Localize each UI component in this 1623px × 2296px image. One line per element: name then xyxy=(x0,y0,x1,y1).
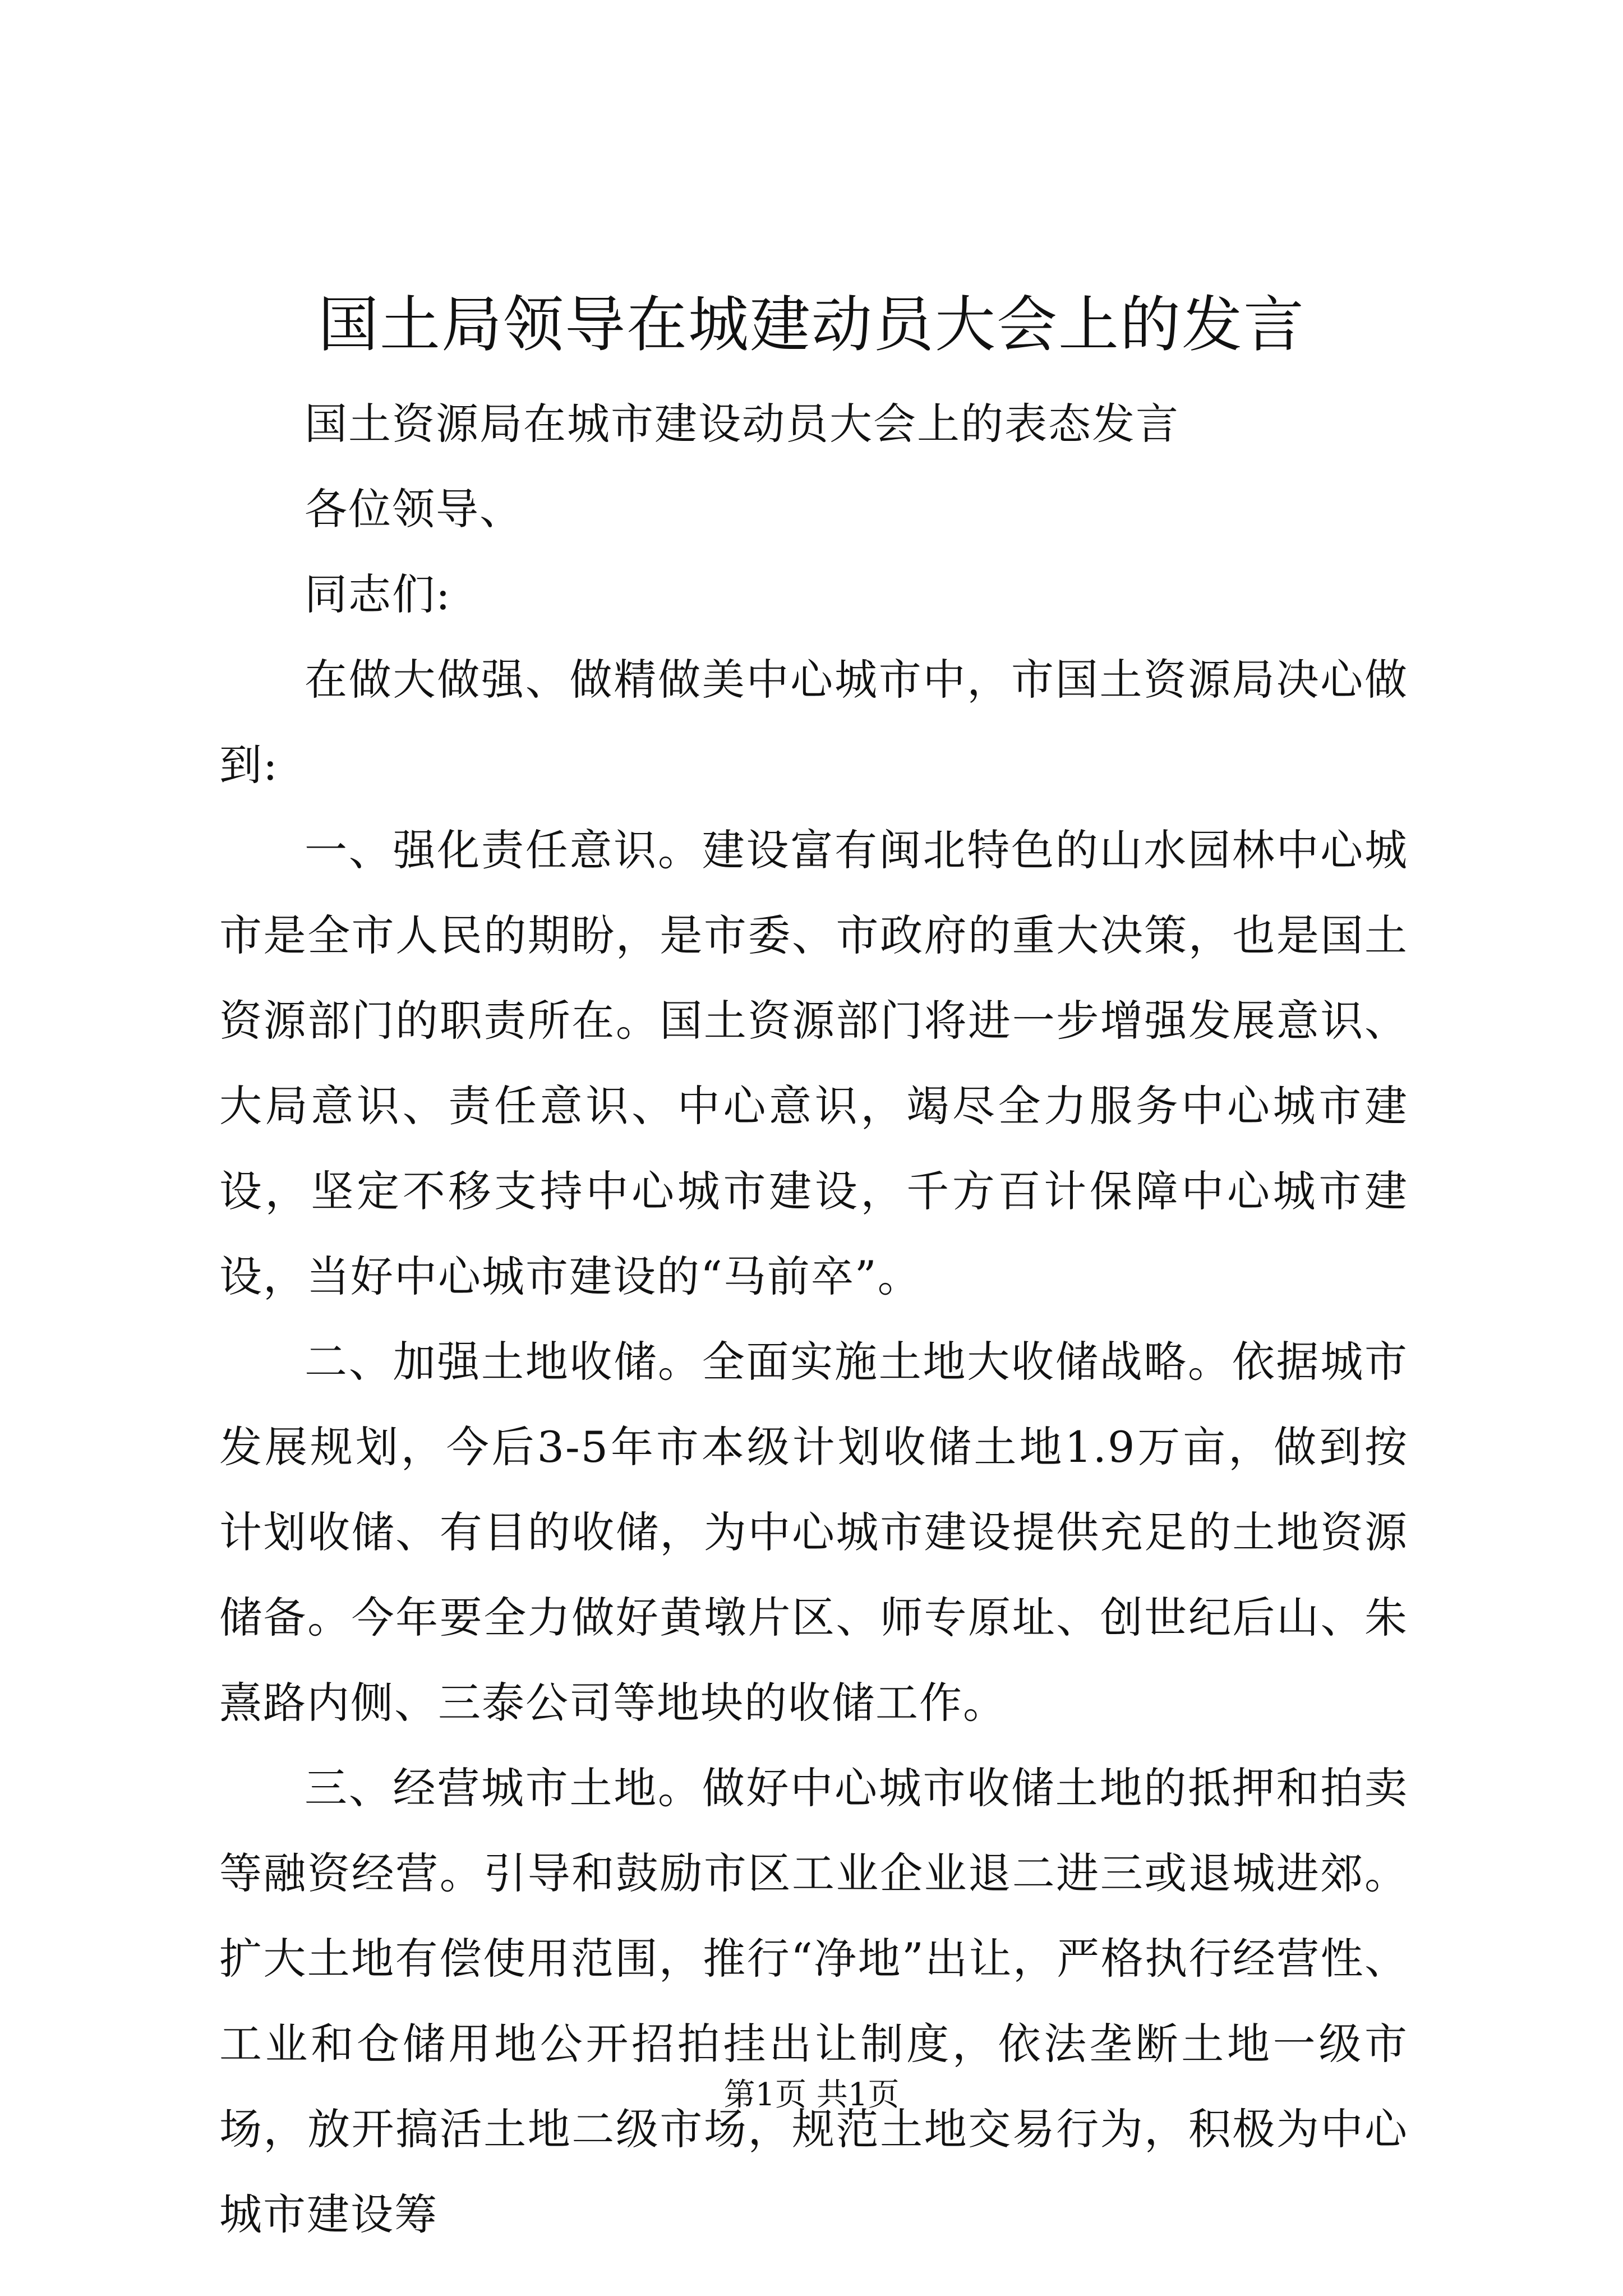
paragraph-salutation-comrades: 同志们: xyxy=(305,569,451,619)
paragraph-section-1: 一、强化责任意识。建设富有闽北特色的山水园林中心城市是全市人民的期盼，是市委、市政府的重大决策，也是国土资源部门的职责所在。国土资源部门将进一步增强发展意识、大局意识、责任意识、中心意识，竭尽全力服务中心城市建设，坚定不移支持中心城市建设，千方百计保障中心城市建设，当好中心城市建设的“马前卒”。 xyxy=(219,825,1408,1301)
paragraph-section-2: 二、加强土地收储。全面实施土地大收储战略。依据城市发展规划，今后3-5年市本级计划收储土地1.9万亩，做到按计划收储、有目的收储，为中心城市建设提供充足的土地资源储备。今年要全力做好黄墩片区、师专原址、创世纪后山、朱熹路内侧、三泰公司等地块的收储工作。 xyxy=(219,1337,1408,1728)
paragraph-intro: 在做大做强、做精做美中心城市中，市国土资源局决心做到: xyxy=(219,655,1408,790)
document-title: 国土局领导在城建动员大会上的发言 xyxy=(317,290,1305,360)
paragraph-subtitle: 国土资源局在城市建设动员大会上的表态发言 xyxy=(305,399,1179,449)
document-body xyxy=(219,381,1408,2257)
paragraph-salutation-leaders: 各位领导、 xyxy=(305,484,523,534)
paragraph-section-3: 三、经营城市土地。做好中心城市收储土地的抵押和拍卖等融资经营。引导和鼓励市区工业企业退二进三或退城进郊。扩大土地有偿使用范围，推行“净地”出让，严格执行经营性、工业和仓储用地公开招拍挂出让制度，依法垄断土地一级市场，放开搞活土地二级市场，规范土地交易行为，积极为中心城市建设筹 xyxy=(219,1763,1408,2239)
page-footer: 第1页 共1页 xyxy=(723,2077,900,2113)
